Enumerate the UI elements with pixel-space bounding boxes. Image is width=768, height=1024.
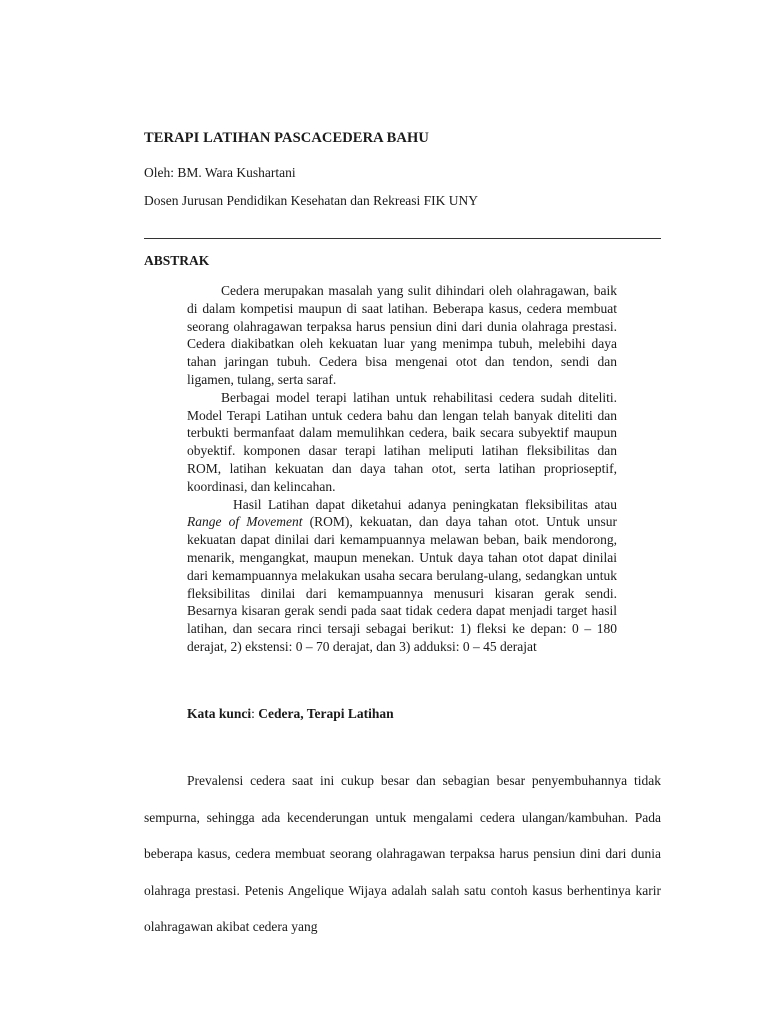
paper-title: TERAPI LATIHAN PASCACEDERA BAHU	[144, 130, 429, 146]
body-paragraph-1: Prevalensi cedera saat ini cukup besar dan sebagian besar penyembuhannya tidak sempurna, sehingga ada kecenderungan untuk mengalami cedera ulangan/kambuhan. Pada beberapa kasus, cedera membuat seorang olahragawan terpaksa harus pensiun dini dari dunia olahraga prestasi. Petenis Angelique Wijaya adalah salah satu contoh kasus berhentinya karir olahragawan akibat cedera yang	[144, 773, 661, 934]
body-text-block	[144, 763, 661, 946]
abstract-block	[187, 282, 617, 656]
abstract-heading: ABSTRAK	[144, 253, 210, 268]
horizontal-divider	[144, 238, 661, 239]
abstract-paragraph-1: Cedera merupakan masalah yang sulit dihindari oleh olahragawan, baik di dalam kompetisi maupun di saat latihan. Beberapa kasus, cedera membuat seorang olahragawan terpaksa harus pensiun dini dari dunia olahraga prestasi. Cedera diakibatkan oleh kekuatan luar yang menimpa tubuh, melebihi daya tahan jaringan tubuh. Cedera bisa mengenai otot dan tendon, sendi dan ligamen, tulang, serta saraf.	[187, 283, 617, 387]
keywords-label: Kata kunci	[187, 706, 252, 721]
keywords-value: Cedera, Terapi Latihan	[258, 706, 394, 721]
keywords-colon: :	[251, 706, 259, 721]
abstract-paragraph-3	[187, 496, 617, 656]
keywords-line	[187, 706, 394, 722]
abstract-p3-text-a: Hasil Latihan dapat diketahui adanya peningkatan fleksibilitas atau	[233, 496, 617, 512]
abstract-p3-text-b: (ROM), kekuatan, dan daya tahan otot. Untuk unsur kekuatan dapat dinilai dari kemampuannya melawan beban, baik mendorong, menarik, mengangkat, maupun menekan. Untuk daya tahan otot dapat dinilai dari kemampuannya melakukan usaha secara berulang-ulang, sedangkan untuk fleksibilitas dinilai dari kemampuannya menusuri kisaran gerak sendi. Besarnya kisaran gerak sendi pada saat tidak cedera dapat menjadi target hasil latihan, dan secara rinci tersaji sebagai berikut: 1) fleksi ke depan: 0 – 180 derajat, 2) ekstensi: 0 – 70 derajat, dan 3) adduksi: 0 – 45 derajat	[187, 514, 618, 654]
abstract-paragraph-2: Berbagai model terapi latihan untuk rehabilitasi cedera sudah diteliti. Model Terapi Latihan untuk cedera bahu dan lengan telah banyak diteliti dan terbukti bermanfaat dalam memulihkan cedera, baik secara subyektif maupun obyektif. komponen dasar terapi latihan meliputi latihan fleksibilitas dan ROM, latihan kekuatan dan daya tahan otot, serta latihan proprioseptif, koordinasi, dan kelincahan.	[187, 389, 617, 494]
author-line: Oleh: BM. Wara Kushartani	[144, 165, 296, 180]
abstract-p3-italic-term: Range of Movement	[187, 514, 303, 530]
affiliation-line: Dosen Jurusan Pendidikan Kesehatan dan Rekreasi FIK UNY	[144, 193, 479, 208]
